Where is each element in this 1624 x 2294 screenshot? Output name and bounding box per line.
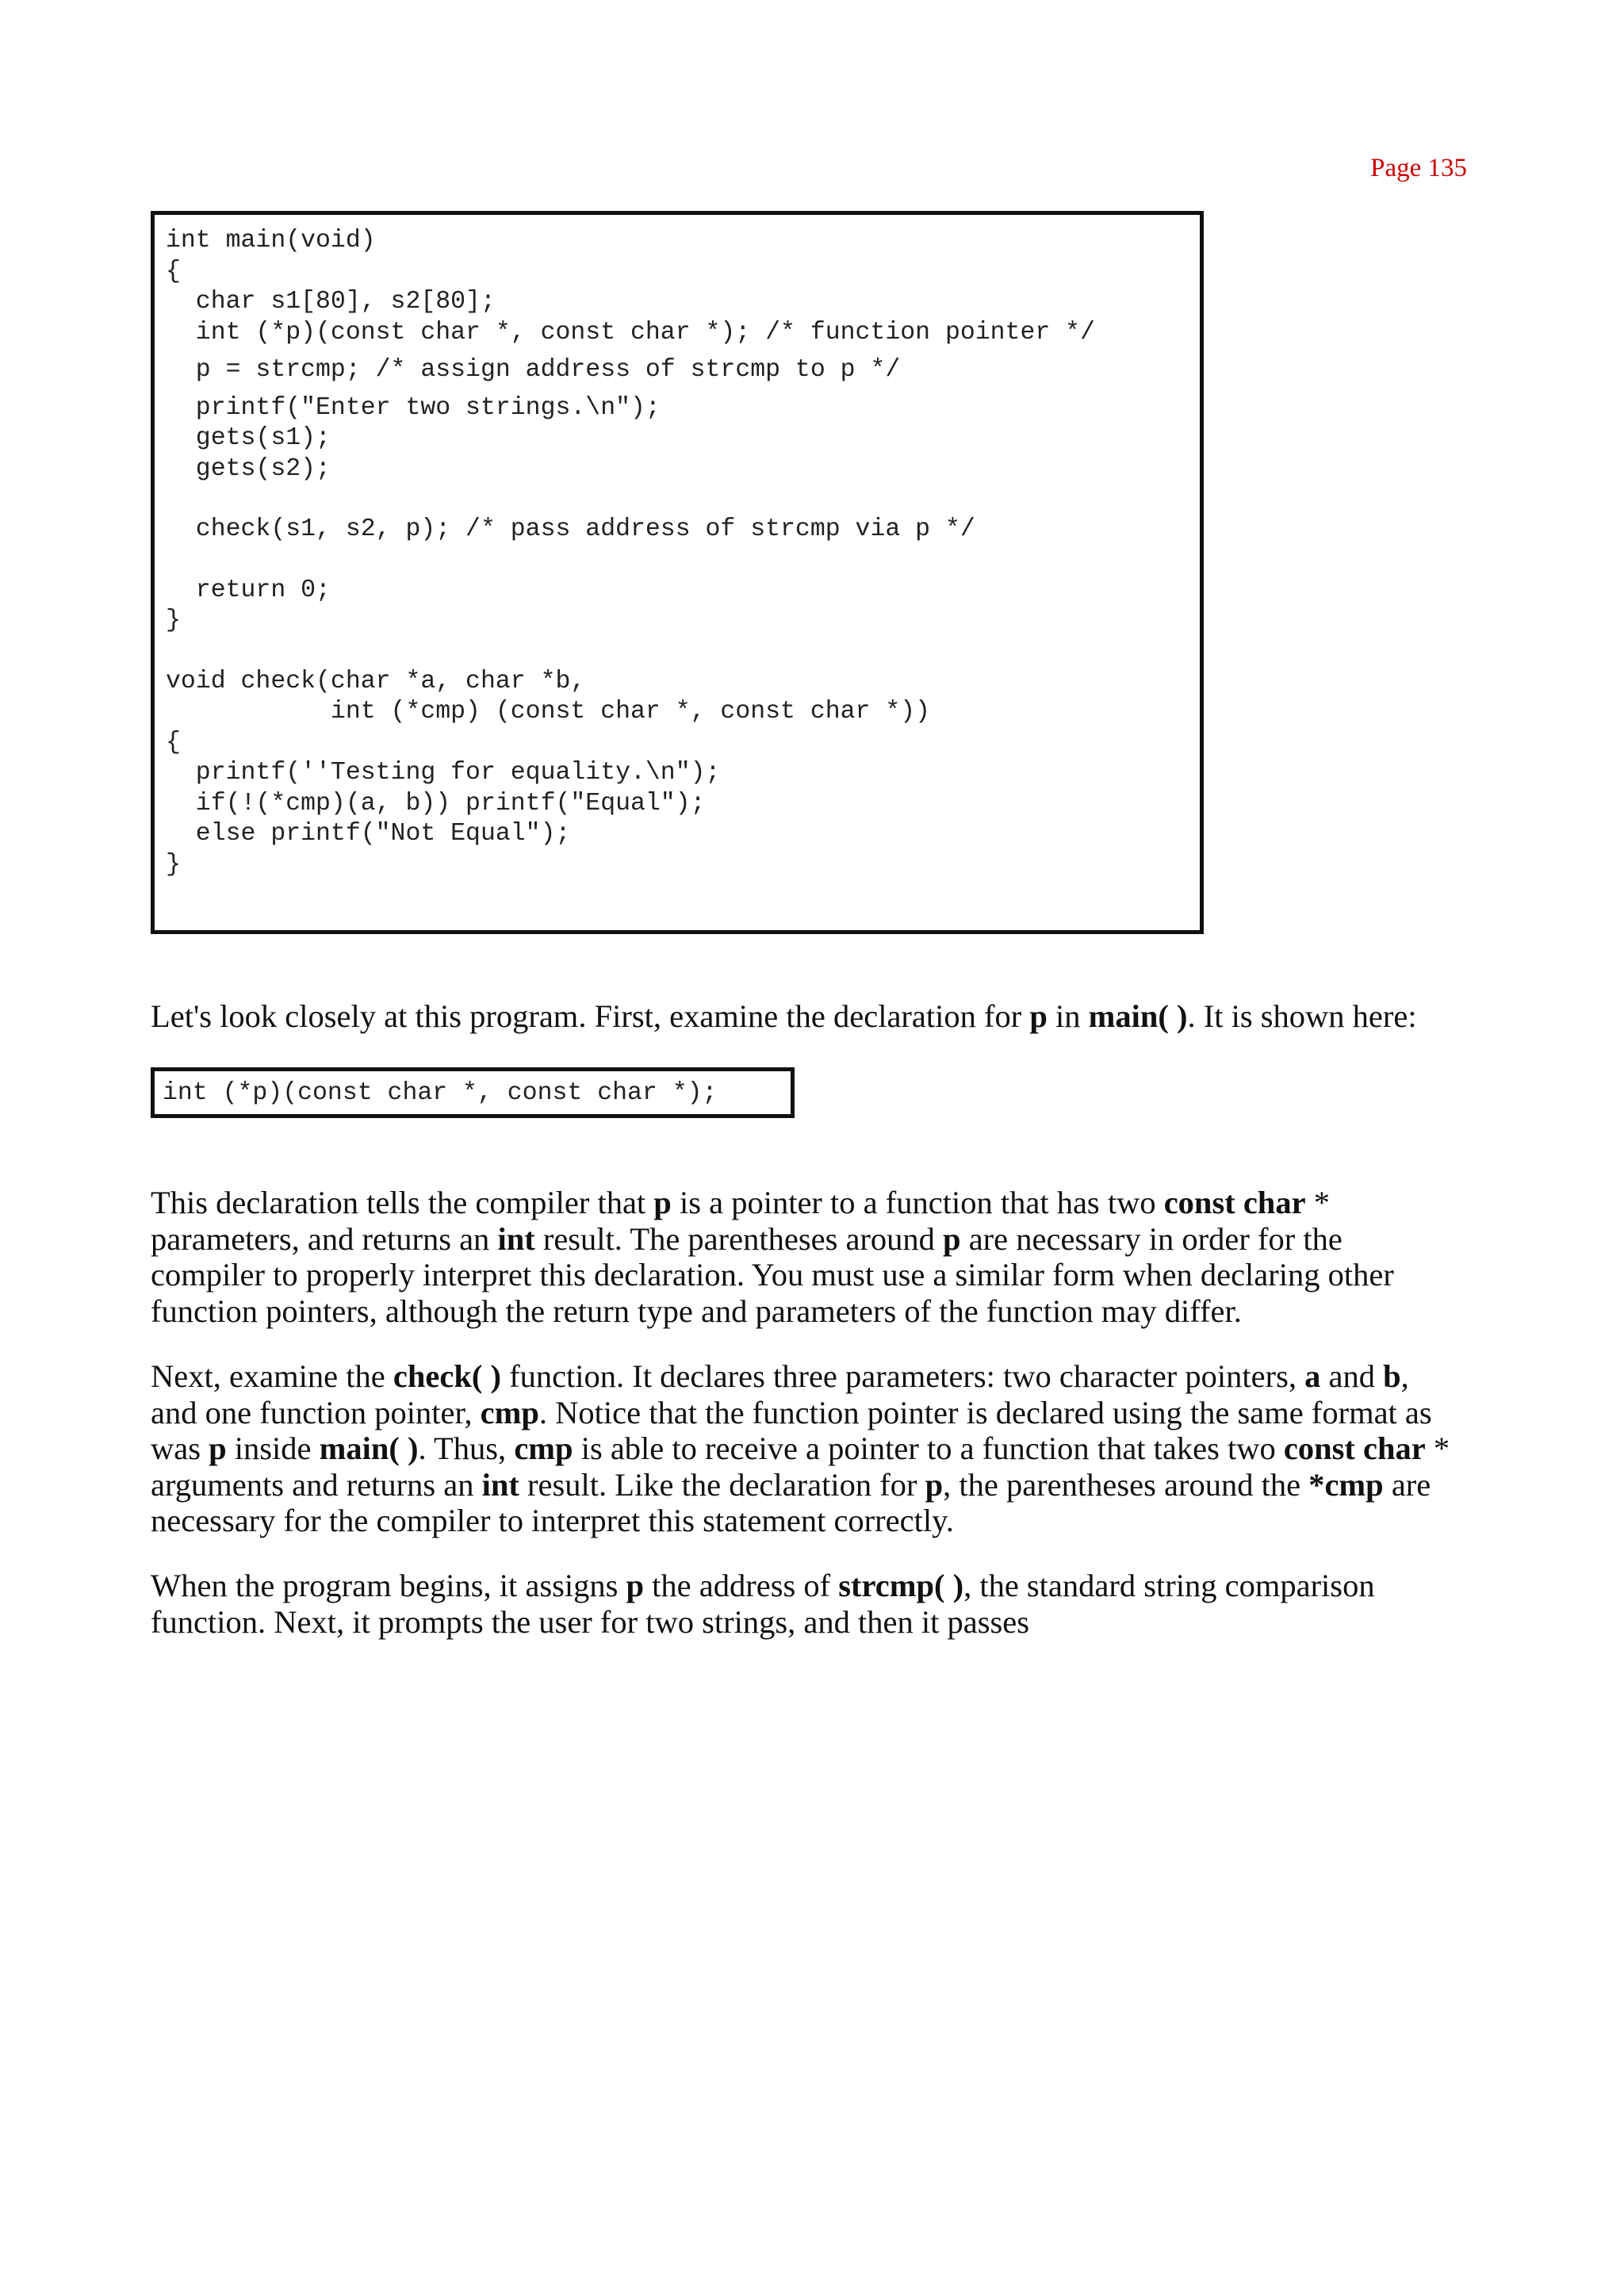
text-segment: , the standard string comparison function. Next, it prompts the user for two strings, and then it passes	[151, 1568, 1375, 1640]
code-line: return 0;	[166, 576, 331, 604]
code-line: int main(void)	[166, 227, 376, 255]
text-segment-bold: int	[497, 1220, 535, 1257]
page-number: Page 135	[1370, 154, 1467, 182]
code-line: gets(s2);	[166, 454, 331, 483]
text-segment-bold: b	[1383, 1358, 1401, 1394]
text-segment: the address of	[644, 1568, 839, 1603]
text-segment: result. The parentheses around	[534, 1220, 944, 1257]
code-line: void check(char *a, char *b,	[166, 667, 586, 695]
code-block-main	[151, 211, 1204, 934]
text-segment-bold: p	[626, 1568, 645, 1603]
paragraph-check-function	[151, 1358, 1451, 1539]
code-line: if(!(*cmp)(a, b)) printf("Equal");	[166, 789, 706, 818]
text-segment: is able to receive a pointer to a function that takes two	[573, 1430, 1284, 1466]
text-segment: . It is shown here:	[1187, 998, 1417, 1034]
code-line: char s1[80], s2[80];	[166, 288, 496, 316]
text-segment: This declaration tells the compiler that	[151, 1185, 654, 1220]
code-line: int (*cmp) (const char *, const char *))	[166, 698, 931, 726]
code-line: }	[166, 850, 181, 879]
text-segment-bold: const char	[1163, 1185, 1306, 1220]
text-segment-bold: int	[481, 1466, 519, 1503]
text-segment-bold: p	[943, 1220, 961, 1257]
code-line: int (*p)(const char *, const char *);	[163, 1079, 718, 1107]
text-segment-bold: check( )	[393, 1358, 501, 1394]
text-segment: , the parentheses around the	[943, 1466, 1309, 1503]
text-segment-bold: p	[1029, 998, 1048, 1034]
code-line: check(s1, s2, p); /* pass address of strcmp via p */	[166, 515, 975, 543]
code-line: gets(s1);	[166, 424, 331, 452]
text-segment: in	[1047, 998, 1089, 1034]
code-line: p = strcmp; /* assign address of strcmp to p */	[166, 356, 901, 384]
text-segment: Let's look closely at this program. First, examine the declaration for	[151, 998, 1030, 1034]
code-line: {	[166, 728, 181, 756]
paragraph-declaration	[151, 1185, 1451, 1329]
text-segment: are necessary in order for the compiler to properly interpret this declaration. You must use a similar form when declaring other function pointers, although the return type and parameters of the function may differ.	[151, 1220, 1394, 1329]
text-segment-bold: *cmp	[1308, 1466, 1384, 1503]
text-segment: Next, examine the	[151, 1358, 393, 1394]
code-line: printf("Enter two strings.\n");	[166, 393, 661, 422]
text-segment: * parameters, and returns an	[151, 1185, 1330, 1257]
text-segment-bold: strcmp( )	[838, 1568, 964, 1603]
code-line: }	[166, 607, 181, 634]
text-segment: is a pointer to a function that has two	[671, 1185, 1164, 1220]
text-segment-bold: main( )	[1088, 998, 1188, 1034]
code-line: printf(''Testing for equality.\n");	[166, 759, 721, 787]
code-line: else printf("Not Equal");	[166, 820, 571, 848]
text-segment-bold: main( )	[319, 1430, 419, 1466]
text-segment: result. Like the declaration for	[519, 1466, 925, 1503]
text-segment-bold: cmp	[480, 1394, 539, 1430]
code-block-declaration	[151, 1067, 795, 1118]
text-segment: are necessary for the compiler to interpret this statement correctly.	[151, 1466, 1431, 1538]
text-segment: and	[1320, 1358, 1384, 1394]
text-segment-bold: cmp	[514, 1430, 573, 1466]
code-line: {	[166, 257, 181, 285]
text-segment-bold: p	[653, 1185, 672, 1220]
text-segment-bold: a	[1304, 1358, 1321, 1394]
text-segment-bold: p	[209, 1430, 227, 1466]
paragraph-intro	[151, 998, 1451, 1035]
text-segment: * arguments and returns an	[151, 1430, 1450, 1503]
text-segment: function. It declares three parameters: two character pointers,	[500, 1358, 1305, 1394]
text-segment: inside	[226, 1430, 320, 1466]
code-line: int (*p)(const char *, const char *); /* function pointer */	[166, 318, 1095, 347]
text-segment: , and one function pointer,	[151, 1358, 1409, 1430]
text-segment: . Thus,	[418, 1430, 515, 1466]
text-segment-bold: p	[925, 1466, 944, 1503]
text-segment: . Notice that the function pointer is declared using the same format as was	[151, 1394, 1432, 1466]
text-segment-bold: const char	[1283, 1430, 1426, 1466]
paragraph-program-begins	[151, 1568, 1451, 1640]
text-segment: When the program begins, it assigns	[151, 1568, 626, 1603]
